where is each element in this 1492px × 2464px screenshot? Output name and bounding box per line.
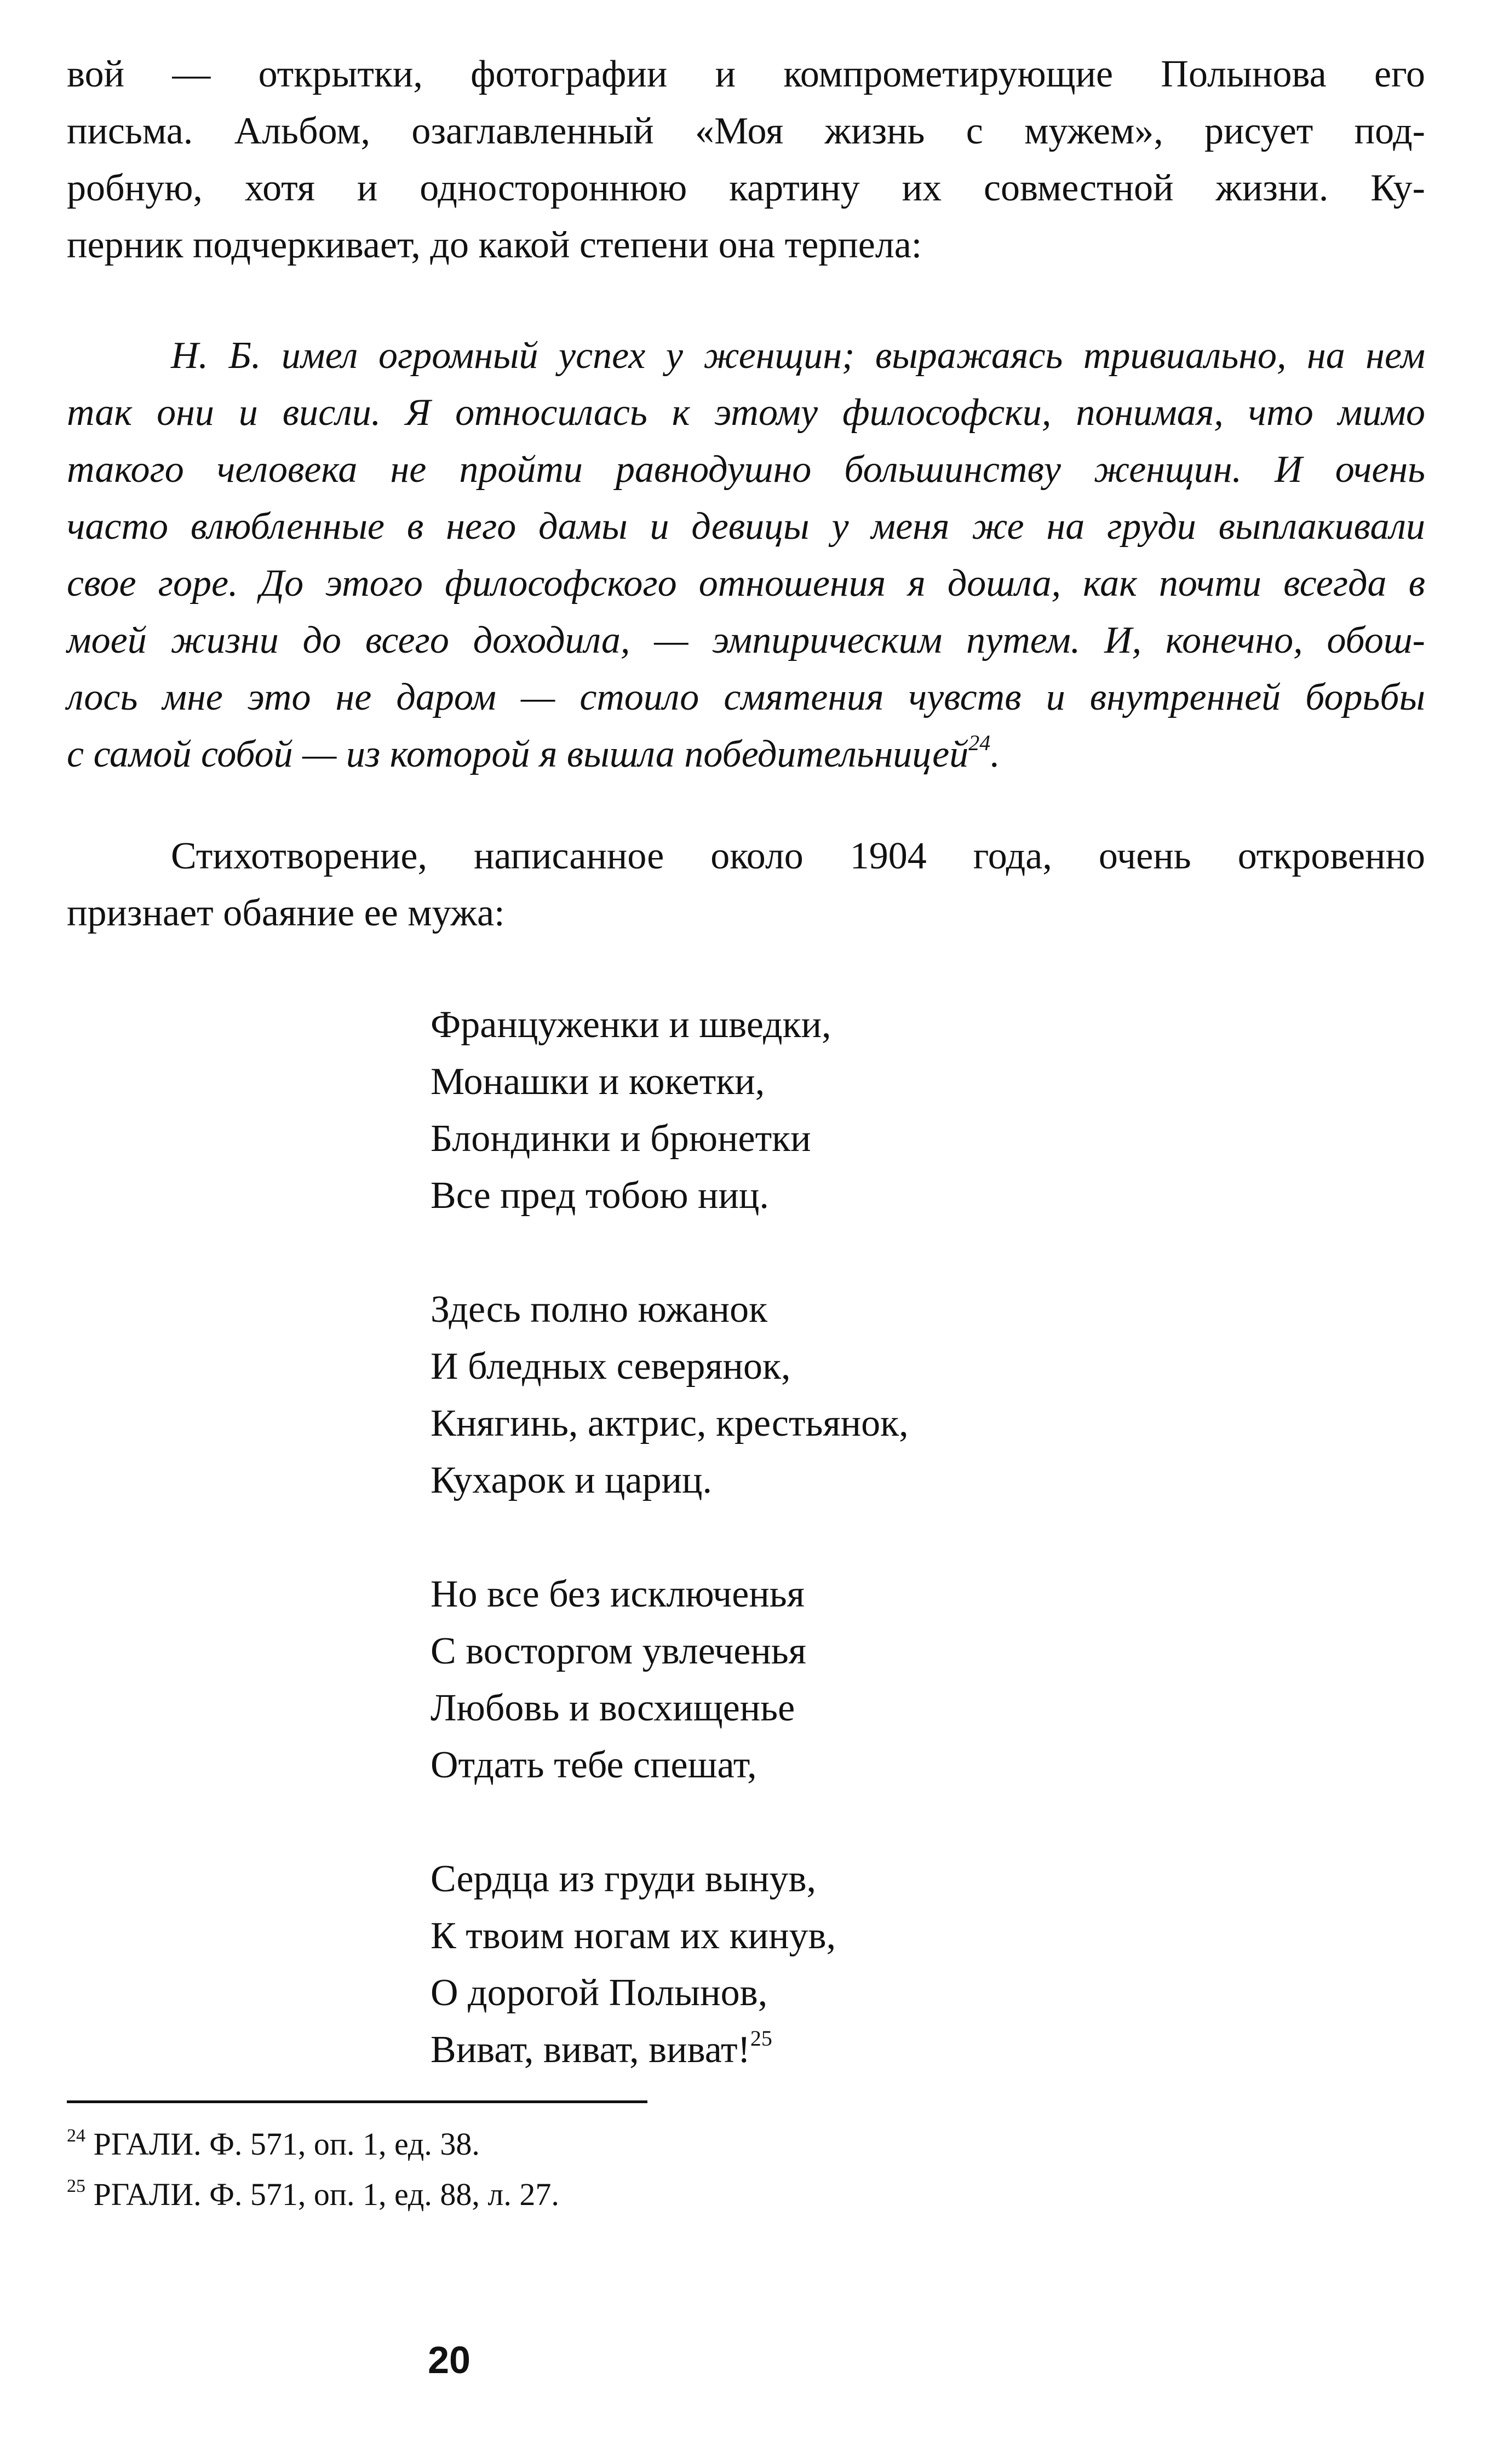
footnote-text: РГАЛИ. Ф. 571, оп. 1, ед. 38. [93, 2126, 480, 2162]
intro-line: письма. Альбом, озаглавленный «Моя жизнь с мужем», рисует под- [67, 110, 1425, 152]
poem-stanza [431, 1566, 1143, 1794]
quote-line: часто влюбленные в него дамы и девицы у меня же на груди выплакивали [67, 505, 1425, 548]
quote-line: Н. Б. имел огромный успех у женщин; выражаясь тривиально, на нем [171, 335, 1425, 377]
quote-line: такого человека не пройти равнодушно большинству женщин. И очень [67, 448, 1425, 491]
poem-intro-line: признает обаяние ее мужа: [67, 892, 505, 934]
poem-intro-paragraph [67, 828, 1425, 942]
poem-line: И бледных северянок, [431, 1345, 791, 1388]
quote-line: с самой собой — из которой я вышла победительницей [67, 733, 969, 775]
poem-line: Виват, виват, виват! [431, 2029, 750, 2071]
footnote-text: РГАЛИ. Ф. 571, оп. 1, ед. 88, л. 27. [93, 2177, 559, 2212]
poem-line: Кухарок и цариц. [431, 1459, 712, 1501]
poem [431, 997, 1143, 2135]
intro-line: робную, хотя и одностороннюю картину их совместной жизни. Ку- [67, 167, 1425, 209]
footnote-divider [67, 2100, 647, 2103]
quote-end-punct: . [990, 733, 1000, 775]
poem-stanza [431, 1281, 1143, 1509]
quote-last-line [67, 726, 1425, 783]
footnote-25 [67, 2169, 1381, 2220]
poem-line: О дорогой Полынов, [431, 1972, 768, 2014]
footnote-ref-24[interactable]: 24 [968, 730, 991, 755]
poem-line: Но все без исключенья [431, 1573, 805, 1615]
poem-line: Любовь и восхищенье [431, 1687, 795, 1729]
quote-line: лось мне это не даром — стоило смятения чувств и внутренней борьбы [67, 676, 1425, 718]
poem-line: К твоим ногам их кинув, [431, 1915, 836, 1957]
poem-intro-line: Стихотворение, написанное около 1904 года, очень откровенно [171, 835, 1425, 877]
poem-line: Блондинки и брюнетки [431, 1118, 811, 1160]
poem-line: Княгинь, актрис, крестьянок, [431, 1402, 909, 1444]
poem-line: Все пред тобою ниц. [431, 1175, 769, 1217]
footnote-number: 24 [67, 2126, 85, 2146]
poem-line: Здесь полно южанок [431, 1288, 768, 1331]
poem-line: Француженки и шведки, [431, 1004, 831, 1046]
intro-line: перник подчеркивает, до какой степени она терпела: [67, 224, 922, 266]
poem-line: Монашки и кокетки, [431, 1061, 765, 1103]
intro-paragraph [67, 46, 1425, 274]
poem-line: С восторгом увлеченья [431, 1630, 806, 1672]
intro-line: вой — открытки, фотографии и компрометирующие Полынова его [67, 53, 1425, 95]
quote-line: моей жизни до всего доходила, — эмпирическим путем. И, конечно, обош- [67, 619, 1425, 661]
poem-last-line [431, 2022, 1143, 2079]
poem-stanza [431, 997, 1143, 1224]
footnote-24 [67, 2119, 1381, 2169]
footnotes [67, 2119, 1381, 2220]
poem-line: Отдать тебе спешат, [431, 1744, 757, 1786]
poem-stanza [431, 1851, 1143, 2079]
page-number: 20 [428, 2339, 470, 2381]
block-quote [67, 327, 1425, 783]
quote-line: так они и висли. Я относилась к этому философски, понимая, что мимо [67, 392, 1425, 434]
footnote-ref-25[interactable]: 25 [750, 2026, 772, 2051]
quote-line: свое горе. До этого философского отношения я дошла, как почти всегда в [67, 562, 1425, 605]
footnote-number: 25 [67, 2176, 85, 2196]
poem-line: Сердца из груди вынув, [431, 1858, 816, 1900]
